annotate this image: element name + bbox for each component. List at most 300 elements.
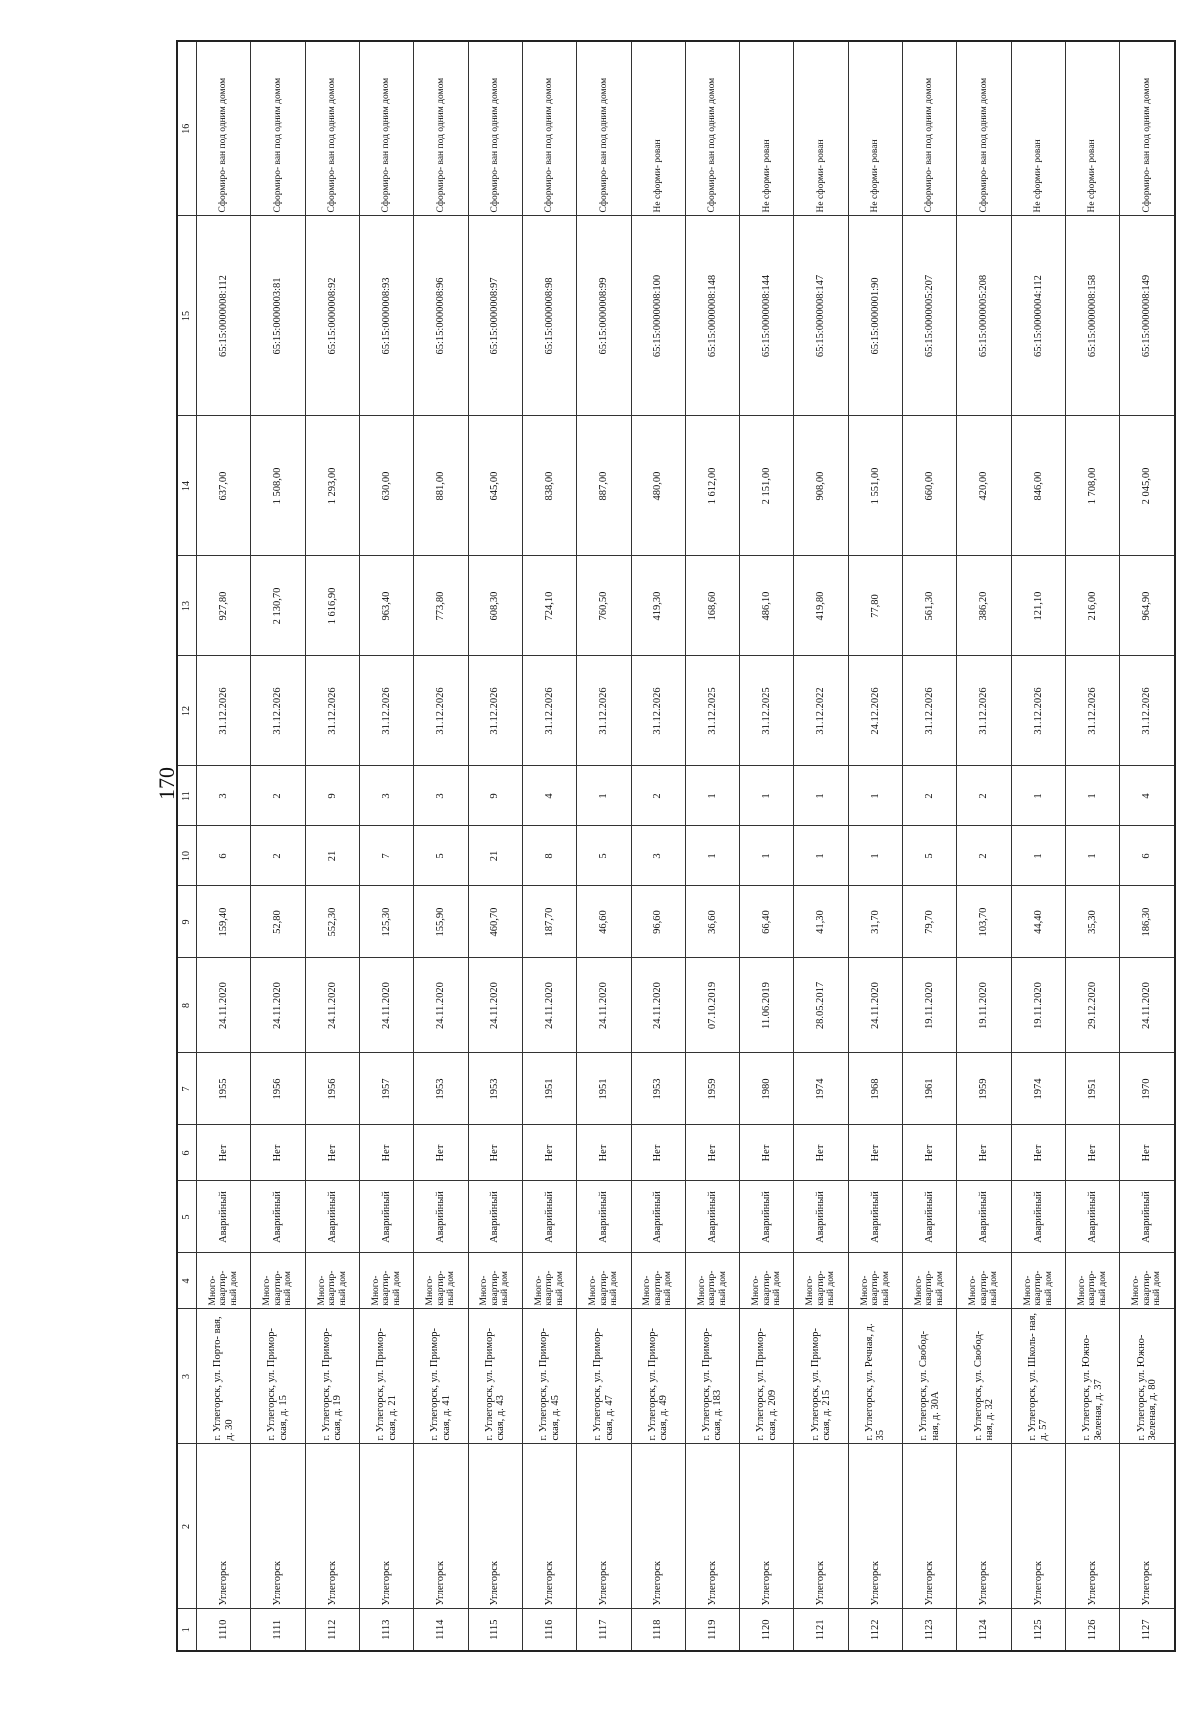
table-cell: 65:15:0000008:158 <box>1066 216 1120 416</box>
table-cell: 1 612,00 <box>685 416 739 556</box>
table-cell: 1953 <box>414 1053 468 1125</box>
table-cell: Нет <box>522 1125 576 1181</box>
table-cell: 125,30 <box>359 886 413 958</box>
table-cell: 24.11.2020 <box>577 958 631 1053</box>
table-cell: 1113 <box>359 1609 413 1651</box>
table-cell: Сформиро- ван под одним домом <box>197 41 251 216</box>
table-cell: 6 <box>197 826 251 886</box>
table-cell: 24.11.2020 <box>414 958 468 1053</box>
table-cell: 964,90 <box>1120 556 1175 656</box>
table-cell: Аварийный <box>631 1181 685 1253</box>
table-cell: Много- квартир- ный дом <box>305 1253 359 1309</box>
table-cell: 31.12.2026 <box>522 656 576 766</box>
table-cell: 35,30 <box>1066 886 1120 958</box>
table-cell: Много- квартир- ный дом <box>848 1253 902 1309</box>
column-number: 14 <box>177 416 197 556</box>
table-cell: 8 <box>522 826 576 886</box>
table-cell: 65:15:0000003:81 <box>251 216 305 416</box>
table-cell: г. Углегорск, ул. Примор- ская, д. 215 <box>794 1309 848 1444</box>
table-cell: 1123 <box>903 1609 957 1651</box>
table-cell: 1 293,00 <box>305 416 359 556</box>
table-cell: 1 <box>848 826 902 886</box>
table-cell: Много- квартир- ный дом <box>903 1253 957 1309</box>
table-cell: 31.12.2026 <box>359 656 413 766</box>
table-cell: 31.12.2026 <box>957 656 1011 766</box>
column-number: 1 <box>177 1609 197 1651</box>
table-cell: Углегорск <box>359 1444 413 1609</box>
table-cell: 24.11.2020 <box>522 958 576 1053</box>
table-cell: 65:15:0000005:208 <box>957 216 1011 416</box>
table-cell: г. Углегорск, ул. Примор- ская, д. 19 <box>305 1309 359 1444</box>
table-cell: 31,70 <box>848 886 902 958</box>
table-cell: 460,70 <box>468 886 522 958</box>
table-cell: 24.11.2020 <box>251 958 305 1053</box>
table-cell: 630,00 <box>359 416 413 556</box>
table-row <box>305 41 359 1651</box>
table-cell: 1122 <box>848 1609 902 1651</box>
table-cell: 24.11.2020 <box>305 958 359 1053</box>
table-cell: Углегорск <box>903 1444 957 1609</box>
table-cell: 1119 <box>685 1609 739 1651</box>
table-cell: Нет <box>631 1125 685 1181</box>
table-cell: Углегорск <box>197 1444 251 1609</box>
table-cell: 1 <box>1066 826 1120 886</box>
column-number: 4 <box>177 1253 197 1309</box>
table-cell: 1974 <box>794 1053 848 1125</box>
table-cell: Сформиро- ван под одним домом <box>903 41 957 216</box>
column-number: 5 <box>177 1181 197 1253</box>
table-cell: 46,60 <box>577 886 631 958</box>
table-cell: Много- квартир- ный дом <box>1066 1253 1120 1309</box>
table-cell: 838,00 <box>522 416 576 556</box>
table-cell: Нет <box>1011 1125 1065 1181</box>
table-cell: Много- квартир- ный дом <box>251 1253 305 1309</box>
table-cell: Много- квартир- ный дом <box>631 1253 685 1309</box>
table-cell: 1 <box>1066 766 1120 826</box>
table-cell: г. Углегорск, ул. Примор- ская, д. 49 <box>631 1309 685 1444</box>
table-cell: Углегорск <box>740 1444 794 1609</box>
column-number: 6 <box>177 1125 197 1181</box>
table-row <box>848 41 902 1651</box>
table-cell: Сформиро- ван под одним домом <box>414 41 468 216</box>
table-cell: 1120 <box>740 1609 794 1651</box>
column-number: 10 <box>177 826 197 886</box>
table-cell: 65:15:0000008:100 <box>631 216 685 416</box>
table-cell: 3 <box>197 766 251 826</box>
table-cell: Нет <box>468 1125 522 1181</box>
table-cell: Нет <box>577 1125 631 1181</box>
table-cell: 3 <box>631 826 685 886</box>
table-cell: Сформиро- ван под одним домом <box>359 41 413 216</box>
table-cell: г. Углегорск, ул. Примор- ская, д. 21 <box>359 1309 413 1444</box>
table-cell: г. Углегорск, ул. Примор- ская, д. 45 <box>522 1309 576 1444</box>
table-cell: 187,70 <box>522 886 576 958</box>
table-cell: 724,10 <box>522 556 576 656</box>
table-cell: 1117 <box>577 1609 631 1651</box>
table-cell: 65:15:0000008:93 <box>359 216 413 416</box>
table-cell: Аварийный <box>685 1181 739 1253</box>
table-cell: г. Углегорск, ул. Примор- ская, д. 43 <box>468 1309 522 1444</box>
table-cell: 1 551,00 <box>848 416 902 556</box>
table-cell: 660,00 <box>903 416 957 556</box>
table-row <box>631 41 685 1651</box>
table-cell: 1 616,90 <box>305 556 359 656</box>
table-cell: 216,00 <box>1066 556 1120 656</box>
table-cell: 1111 <box>251 1609 305 1651</box>
table-cell: 28.05.2017 <box>794 958 848 1053</box>
table-cell: Углегорск <box>848 1444 902 1609</box>
table-cell: Не сформи- рован <box>1011 41 1065 216</box>
table-cell: 121,10 <box>1011 556 1065 656</box>
table-row <box>685 41 739 1651</box>
table-cell: 1 508,00 <box>251 416 305 556</box>
table-cell: 645,00 <box>468 416 522 556</box>
table-cell: 24.11.2020 <box>631 958 685 1053</box>
table-cell: 1112 <box>305 1609 359 1651</box>
table-cell: г. Углегорск, ул. Свобод- ная, д. 30А <box>903 1309 957 1444</box>
table-cell: Аварийный <box>468 1181 522 1253</box>
table-cell: 1 <box>740 766 794 826</box>
table-cell: Нет <box>848 1125 902 1181</box>
table-cell: Нет <box>740 1125 794 1181</box>
table-row <box>197 41 251 1651</box>
table-cell: Нет <box>685 1125 739 1181</box>
table-cell: Углегорск <box>522 1444 576 1609</box>
table-cell: 1956 <box>251 1053 305 1125</box>
table-cell: г. Углегорск, ул. Примор- ская, д. 183 <box>685 1309 739 1444</box>
table-cell: 79,70 <box>903 886 957 958</box>
table-cell: 1 <box>685 826 739 886</box>
table-cell: 159,40 <box>197 886 251 958</box>
table-cell: 65:15:0000008:98 <box>522 216 576 416</box>
table-cell: 36,60 <box>685 886 739 958</box>
table-cell: 1974 <box>1011 1053 1065 1125</box>
table-cell: 1 <box>740 826 794 886</box>
table-cell: 11.06.2019 <box>740 958 794 1053</box>
table-row <box>577 41 631 1651</box>
table-cell: 2 <box>251 826 305 886</box>
table-cell: Углегорск <box>794 1444 848 1609</box>
table-cell: Аварийный <box>305 1181 359 1253</box>
table-cell: 1 708,00 <box>1066 416 1120 556</box>
table-cell: Не сформи- рован <box>848 41 902 216</box>
table-cell: 31.12.2026 <box>468 656 522 766</box>
table-cell: 908,00 <box>794 416 848 556</box>
table-cell: Нет <box>1120 1125 1175 1181</box>
table-cell: 386,20 <box>957 556 1011 656</box>
table-cell: 420,00 <box>957 416 1011 556</box>
table-cell: 4 <box>1120 766 1175 826</box>
table-cell: Аварийный <box>197 1181 251 1253</box>
table-cell: 31.12.2025 <box>685 656 739 766</box>
table-cell: Нет <box>305 1125 359 1181</box>
table-cell: 65:15:0000005:207 <box>903 216 957 416</box>
table-cell: Много- квартир- ный дом <box>359 1253 413 1309</box>
table-cell: 77,80 <box>848 556 902 656</box>
table-cell: 1970 <box>1120 1053 1175 1125</box>
table-body <box>197 41 1176 1651</box>
table-cell: 1953 <box>468 1053 522 1125</box>
table-cell: 2 151,00 <box>740 416 794 556</box>
table-cell: Сформиро- ван под одним домом <box>577 41 631 216</box>
table-cell: 1110 <box>197 1609 251 1651</box>
table-cell: 552,30 <box>305 886 359 958</box>
table-cell: Углегорск <box>468 1444 522 1609</box>
table-cell: 65:15:0000004:112 <box>1011 216 1065 416</box>
table-cell: 1126 <box>1066 1609 1120 1651</box>
table-cell: 760,50 <box>577 556 631 656</box>
table-cell: 2 <box>631 766 685 826</box>
table-cell: 65:15:0000008:112 <box>197 216 251 416</box>
table-cell: Много- квартир- ный дом <box>522 1253 576 1309</box>
table-cell: Сформиро- ван под одним домом <box>251 41 305 216</box>
table-cell: 65:15:0000001:90 <box>848 216 902 416</box>
table-row <box>1120 41 1175 1651</box>
table-cell: 419,30 <box>631 556 685 656</box>
table-cell: 637,00 <box>197 416 251 556</box>
table-cell: 1951 <box>577 1053 631 1125</box>
table-cell: 19.11.2020 <box>903 958 957 1053</box>
table-cell: 1955 <box>197 1053 251 1125</box>
table-cell: Аварийный <box>251 1181 305 1253</box>
table-cell: Углегорск <box>631 1444 685 1609</box>
table-cell: г. Углегорск, ул. Речная, д. 35 <box>848 1309 902 1444</box>
table-cell: г. Углегорск, ул. Школь- ная, д. 57 <box>1011 1309 1065 1444</box>
table-cell: 24.12.2026 <box>848 656 902 766</box>
register-table <box>176 40 1176 1652</box>
table-cell: 561,30 <box>903 556 957 656</box>
table-cell: 24.11.2020 <box>468 958 522 1053</box>
table-cell: 1127 <box>1120 1609 1175 1651</box>
table-cell: 963,40 <box>359 556 413 656</box>
table-cell: 2 <box>957 766 1011 826</box>
table-cell: 773,80 <box>414 556 468 656</box>
table-cell: 1 <box>794 826 848 886</box>
table-cell: 31.12.2026 <box>414 656 468 766</box>
table-cell: 31.12.2026 <box>631 656 685 766</box>
table-cell: 2 <box>903 766 957 826</box>
table-cell: Аварийный <box>414 1181 468 1253</box>
table-cell: Нет <box>794 1125 848 1181</box>
table-cell: 480,00 <box>631 416 685 556</box>
table-cell: 19.11.2020 <box>957 958 1011 1053</box>
table-cell: 07.10.2019 <box>685 958 739 1053</box>
table-cell: 2 <box>251 766 305 826</box>
table-cell: 103,70 <box>957 886 1011 958</box>
table-cell: 608,30 <box>468 556 522 656</box>
table-cell: 21 <box>468 826 522 886</box>
table-row <box>740 41 794 1651</box>
table-cell: 2 130,70 <box>251 556 305 656</box>
table-cell: 1 <box>848 766 902 826</box>
table-cell: г. Углегорск, ул. Примор- ская, д. 41 <box>414 1309 468 1444</box>
table-cell: Аварийный <box>794 1181 848 1253</box>
table-cell: 31.12.2022 <box>794 656 848 766</box>
table-cell: Много- квартир- ный дом <box>468 1253 522 1309</box>
table-cell: г. Углегорск, ул. Порто- вая, д. 30 <box>197 1309 251 1444</box>
table-cell: Аварийный <box>1011 1181 1065 1253</box>
table-cell: 1121 <box>794 1609 848 1651</box>
table-cell: 1118 <box>631 1609 685 1651</box>
table-cell: 96,60 <box>631 886 685 958</box>
table-cell: 155,90 <box>414 886 468 958</box>
column-number: 2 <box>177 1444 197 1609</box>
table-cell: 31.12.2026 <box>197 656 251 766</box>
table-cell: 486,10 <box>740 556 794 656</box>
table-cell: 31.12.2026 <box>577 656 631 766</box>
table-cell: 846,00 <box>1011 416 1065 556</box>
table-cell: Не сформи- рован <box>740 41 794 216</box>
table-row <box>794 41 848 1651</box>
table-cell: Аварийный <box>359 1181 413 1253</box>
table-cell: 5 <box>577 826 631 886</box>
table-cell: Много- квартир- ный дом <box>957 1253 1011 1309</box>
table-cell: 1951 <box>522 1053 576 1125</box>
table-cell: 1116 <box>522 1609 576 1651</box>
table-cell: Много- квартир- ный дом <box>577 1253 631 1309</box>
table-cell: 31.12.2026 <box>1011 656 1065 766</box>
table-cell: 3 <box>414 766 468 826</box>
column-number: 11 <box>177 766 197 826</box>
table-cell: Не сформи- рован <box>1066 41 1120 216</box>
table-cell: 24.11.2020 <box>848 958 902 1053</box>
table-cell: Углегорск <box>305 1444 359 1609</box>
table-row <box>251 41 305 1651</box>
table-cell: Нет <box>957 1125 1011 1181</box>
table-cell: 31.12.2026 <box>251 656 305 766</box>
table-cell: 31.12.2026 <box>903 656 957 766</box>
table-cell: Нет <box>251 1125 305 1181</box>
table-cell: 168,60 <box>685 556 739 656</box>
table-cell: Аварийный <box>848 1181 902 1253</box>
table-cell: Аварийный <box>1066 1181 1120 1253</box>
table-cell: 186,30 <box>1120 886 1175 958</box>
table-cell: 1124 <box>957 1609 1011 1651</box>
table-cell: 29.12.2020 <box>1066 958 1120 1053</box>
table-cell: 1 <box>794 766 848 826</box>
table-cell: 31.12.2025 <box>740 656 794 766</box>
table-cell: Углегорск <box>577 1444 631 1609</box>
table-cell: 1115 <box>468 1609 522 1651</box>
table-cell: 3 <box>359 766 413 826</box>
table-cell: г. Углегорск, ул. Свобод- ная, д. 32 <box>957 1309 1011 1444</box>
table-row <box>1011 41 1065 1651</box>
table-cell: 1959 <box>957 1053 1011 1125</box>
table-cell: 5 <box>903 826 957 886</box>
table-cell: Много- квартир- ный дом <box>794 1253 848 1309</box>
table-cell: 65:15:0000008:148 <box>685 216 739 416</box>
table-cell: 31.12.2026 <box>1066 656 1120 766</box>
table-cell: Углегорск <box>685 1444 739 1609</box>
table-cell: 1956 <box>305 1053 359 1125</box>
table-cell: 1 <box>1011 766 1065 826</box>
column-number: 8 <box>177 958 197 1053</box>
column-number: 13 <box>177 556 197 656</box>
table-cell: 65:15:0000008:96 <box>414 216 468 416</box>
table-cell: 24.11.2020 <box>1120 958 1175 1053</box>
table-cell: 65:15:0000008:97 <box>468 216 522 416</box>
page-number: 170 <box>154 767 179 800</box>
table-cell: Нет <box>197 1125 251 1181</box>
column-number: 12 <box>177 656 197 766</box>
table-cell: Много- квартир- ный дом <box>685 1253 739 1309</box>
table-cell: 65:15:0000008:147 <box>794 216 848 416</box>
table-cell: 1953 <box>631 1053 685 1125</box>
table-cell: 1 <box>1011 826 1065 886</box>
table-cell: Нет <box>1066 1125 1120 1181</box>
table-row <box>903 41 957 1651</box>
table-row <box>522 41 576 1651</box>
table-cell: 24.11.2020 <box>197 958 251 1053</box>
register-table-rotated <box>176 42 1176 1652</box>
table-cell: 7 <box>359 826 413 886</box>
table-cell: 44,40 <box>1011 886 1065 958</box>
table-cell: Сформиро- ван под одним домом <box>685 41 739 216</box>
table-cell: 2 045,00 <box>1120 416 1175 556</box>
table-cell: 6 <box>1120 826 1175 886</box>
table-cell: 1959 <box>685 1053 739 1125</box>
table-cell: 1 <box>577 766 631 826</box>
table-cell: Углегорск <box>1066 1444 1120 1609</box>
column-number: 7 <box>177 1053 197 1125</box>
table-cell: Углегорск <box>1011 1444 1065 1609</box>
column-number: 16 <box>177 41 197 216</box>
table-cell: 65:15:0000008:144 <box>740 216 794 416</box>
table-cell: Аварийный <box>522 1181 576 1253</box>
table-cell: 1 <box>685 766 739 826</box>
table-cell: 881,00 <box>414 416 468 556</box>
table-row <box>468 41 522 1651</box>
table-cell: Много- квартир- ный дом <box>197 1253 251 1309</box>
table-cell: Сформиро- ван под одним домом <box>305 41 359 216</box>
table-cell: Сформиро- ван под одним домом <box>522 41 576 216</box>
table-cell: 19.11.2020 <box>1011 958 1065 1053</box>
table-cell: Много- квартир- ный дом <box>1120 1253 1175 1309</box>
table-cell: 1980 <box>740 1053 794 1125</box>
table-row <box>359 41 413 1651</box>
table-cell: 41,30 <box>794 886 848 958</box>
table-row <box>957 41 1011 1651</box>
table-cell: Углегорск <box>251 1444 305 1609</box>
table-cell: Аварийный <box>740 1181 794 1253</box>
table-cell: 4 <box>522 766 576 826</box>
table-cell: 31.12.2026 <box>1120 656 1175 766</box>
column-number: 15 <box>177 216 197 416</box>
table-cell: 1957 <box>359 1053 413 1125</box>
table-cell: 2 <box>957 826 1011 886</box>
table-cell: 31.12.2026 <box>305 656 359 766</box>
table-cell: 1125 <box>1011 1609 1065 1651</box>
table-cell: 1114 <box>414 1609 468 1651</box>
table-cell: Сформиро- ван под одним домом <box>957 41 1011 216</box>
table-cell: Много- квартир- ный дом <box>1011 1253 1065 1309</box>
table-cell: 24.11.2020 <box>359 958 413 1053</box>
table-cell: Нет <box>414 1125 468 1181</box>
table-cell: 66,40 <box>740 886 794 958</box>
table-cell: Аварийный <box>577 1181 631 1253</box>
table-cell: г. Углегорск, ул. Примор- ская, д. 15 <box>251 1309 305 1444</box>
table-cell: 65:15:0000008:92 <box>305 216 359 416</box>
table-row <box>414 41 468 1651</box>
table-cell: 887,00 <box>577 416 631 556</box>
table-cell: Углегорск <box>414 1444 468 1609</box>
table-cell: 1961 <box>903 1053 957 1125</box>
table-cell: 9 <box>468 766 522 826</box>
column-number: 3 <box>177 1309 197 1444</box>
table-cell: 21 <box>305 826 359 886</box>
table-cell: г. Углегорск, ул. Примор- ская, д. 47 <box>577 1309 631 1444</box>
table-cell: 65:15:0000008:99 <box>577 216 631 416</box>
